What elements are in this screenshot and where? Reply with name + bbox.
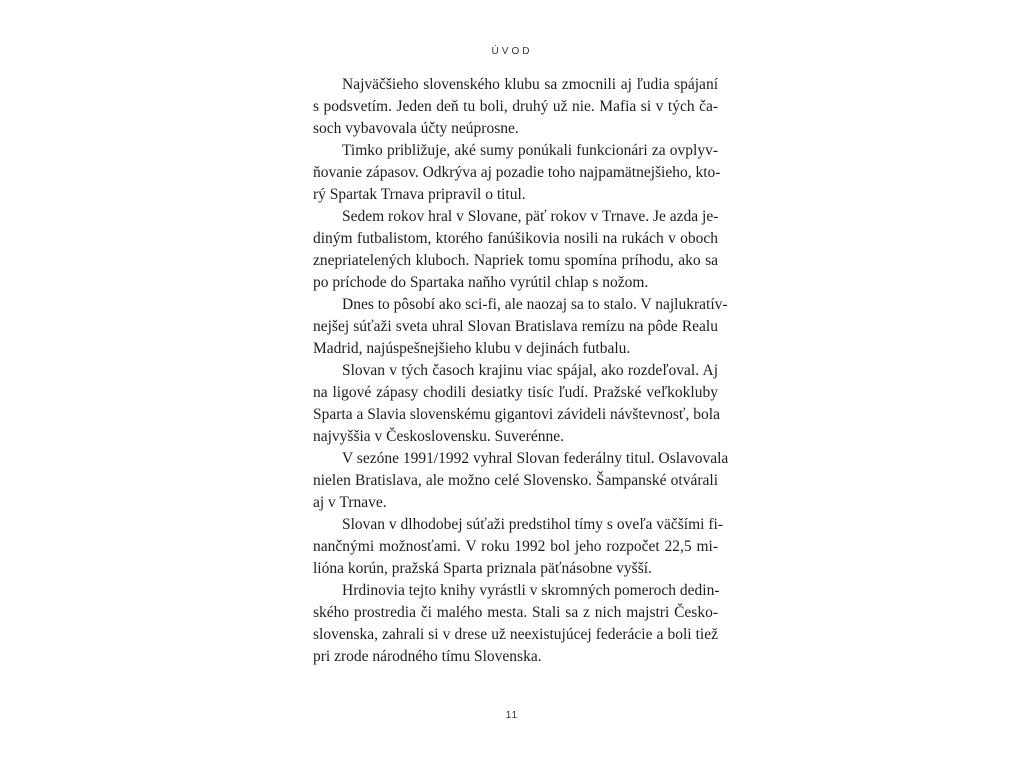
- paragraph: [313, 294, 728, 360]
- page-number: 11: [505, 710, 519, 721]
- text-line: najvyššia v Československu. Suverénne.: [313, 428, 564, 445]
- text-line: slovenska, zahrali si v drese už neexistujúcej federácie a boli tiež: [313, 626, 718, 643]
- text-line: s podsvetím. Jeden deň tu boli, druhý už nie. Mafia si v tých ča-: [313, 98, 718, 115]
- text-line: Najväčšieho slovenského klubu sa zmocnili aj ľudia spájaní: [342, 76, 718, 93]
- paragraph: [313, 514, 723, 580]
- text-line: nančnými možnosťami. V roku 1992 bol jeho rozpočet 22,5 mi-: [313, 538, 718, 555]
- text-line: rý Spartak Trnava pripravil o titul.: [313, 186, 526, 203]
- text-line: znepriatelených kluboch. Napriek tomu spomína príhodu, ako sa: [313, 252, 718, 269]
- paragraph: [313, 360, 718, 448]
- text-line: Slovan v tých časoch krajinu viac spájal, ako rozdeľoval. Aj: [342, 362, 718, 379]
- text-line: Madrid, najúspešnejšieho klubu v dejinách futbalu.: [313, 340, 631, 357]
- text-line: nejšej súťaži sveta uhral Slovan Bratislava remízu na pôde Realu: [313, 318, 718, 335]
- text-line: Hrdinovia tejto knihy vyrástli v skromných pomeroch dedin-: [342, 582, 720, 599]
- text-line: aj v Trnave.: [313, 494, 387, 511]
- text-line: Dnes to pôsobí ako sci-fi, ale naozaj sa to stalo. V najlukratív-: [342, 296, 728, 313]
- text-line: ského prostredia či malého mesta. Stali sa z nich majstri Česko-: [313, 604, 718, 621]
- text-line: na ligové zápasy chodili desiatky tisíc ľudí. Pražské veľkokluby: [313, 384, 718, 401]
- paragraph: [313, 580, 718, 668]
- text-line: ňovanie zápasov. Odkrýva aj pozadie toho najpamätnejšieho, kto-: [313, 164, 721, 181]
- text-line: V sezóne 1991/1992 vyhral Slovan federálny titul. Oslavovala: [342, 450, 729, 467]
- text-line: diným futbalistom, ktorého fanúšikovia nosili na rukách v oboch: [313, 230, 718, 247]
- paragraph: [313, 448, 729, 514]
- body-text: [313, 74, 729, 668]
- paragraph: [313, 140, 721, 206]
- text-line: Sedem rokov hral v Slovane, päť rokov v Trnave. Je azda je-: [342, 208, 719, 225]
- paragraph: [313, 206, 718, 294]
- text-line: Sparta a Slavia slovenskému gigantovi závideli návštevnosť, bola: [313, 406, 720, 423]
- paragraph: [313, 74, 718, 140]
- text-line: soch vybavovala účty neúprosne.: [313, 120, 519, 137]
- text-line: po príchode do Spartaka naňho vyrútil chlap s nožom.: [313, 274, 649, 291]
- text-line: Timko približuje, aké sumy ponúkali funkcionári za ovplyv-: [342, 142, 718, 159]
- text-line: lióna korún, pražská Sparta priznala päťnásobne vyšší.: [313, 560, 652, 577]
- text-line: pri zrode národného tímu Slovenska.: [313, 648, 542, 665]
- running-head: ÚVOD: [491, 46, 533, 57]
- text-line: Slovan v dlhodobej súťaži predstihol tímy s oveľa väčšími fi-: [342, 516, 723, 533]
- text-line: nielen Bratislava, ale možno celé Slovensko. Šampanské otvárali: [313, 472, 718, 489]
